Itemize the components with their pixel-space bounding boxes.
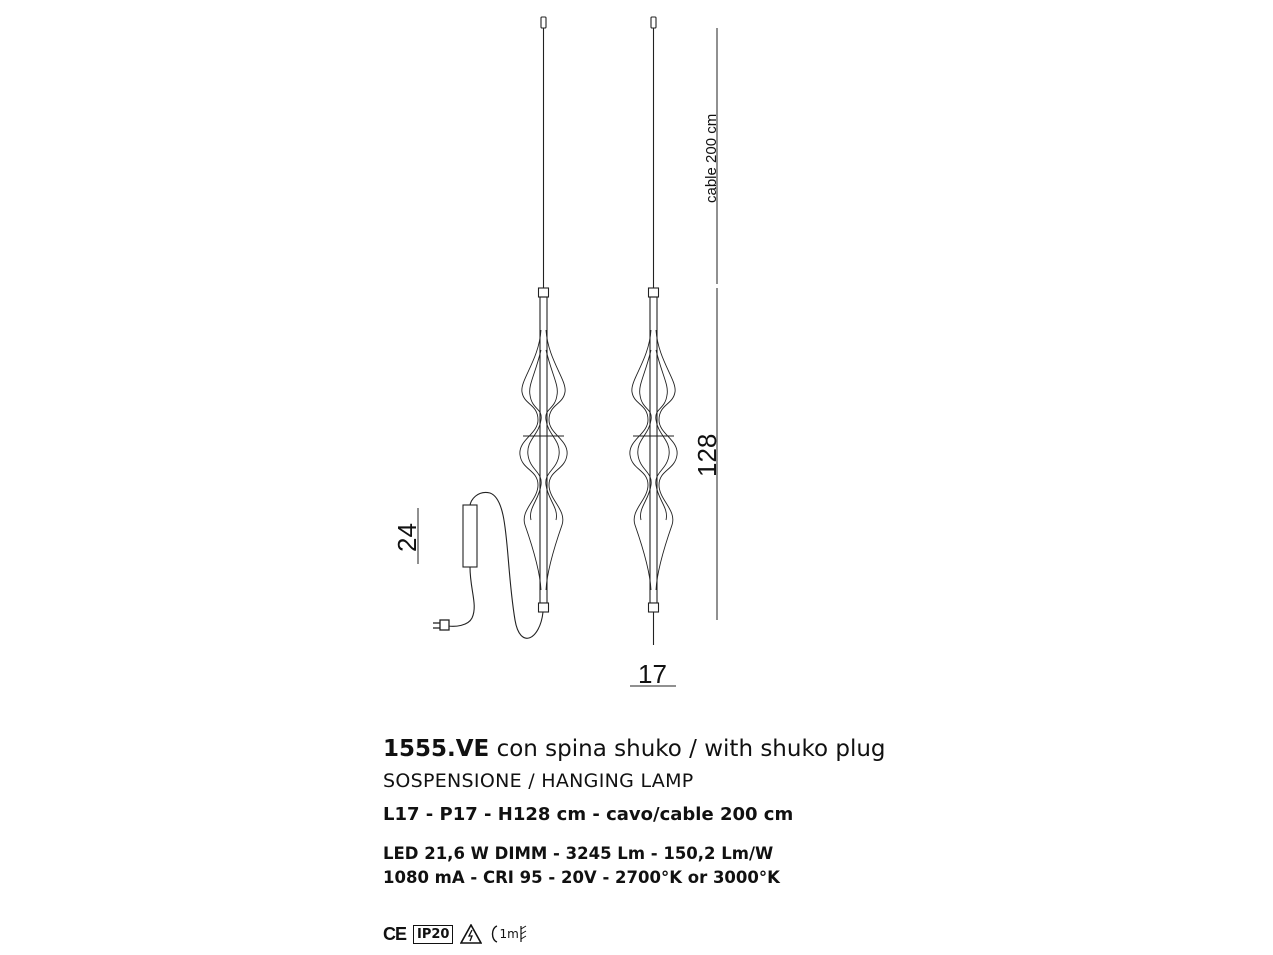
product-type: SOSPENSIONE / HANGING LAMP xyxy=(383,770,694,792)
height-label: 128 xyxy=(692,433,722,477)
top-cap xyxy=(539,288,549,297)
ip20-badge: IP20 xyxy=(413,925,453,944)
width-label: 17 xyxy=(638,659,667,689)
shuko-plug-icon xyxy=(433,620,449,630)
glass-decoration xyxy=(520,330,567,590)
power-cord xyxy=(470,492,543,638)
driver-box xyxy=(463,505,477,567)
warning-triangle-icon xyxy=(460,924,482,944)
bottom-cap xyxy=(539,603,549,612)
ce-mark: CE xyxy=(383,923,407,944)
ceiling-hook xyxy=(651,17,656,28)
lamp-front-view-right xyxy=(630,17,677,645)
top-cap xyxy=(649,288,659,297)
glass-decoration xyxy=(630,330,677,590)
product-heading xyxy=(383,732,1083,766)
bottom-cap xyxy=(649,603,659,612)
led-specs-line-2: 1080 mA - CRI 95 - 20V - 2700°K or 3000°K xyxy=(383,868,780,887)
driver-size-label: 24 xyxy=(392,523,422,552)
product-dimensions: L17 - P17 - H128 cm - cavo/cable 200 cm xyxy=(383,804,794,825)
led-tube xyxy=(540,297,547,603)
distance-label: 1m xyxy=(499,927,519,941)
product-code: 1555.VE xyxy=(383,736,490,762)
led-tube xyxy=(650,297,657,603)
ceiling-hook xyxy=(541,17,546,28)
led-specs-line-1: LED 21,6 W DIMM - 3245 Lm - 150,2 Lm/W xyxy=(383,844,774,863)
certification-icons xyxy=(383,922,527,946)
cable-length-label: cable 200 cm xyxy=(703,113,720,203)
product-specs xyxy=(383,732,1083,890)
lamp-side-view-left xyxy=(433,17,567,638)
distance-1m-icon xyxy=(489,925,526,943)
power-cord-plug-side xyxy=(448,567,474,626)
plug-note: con spina shuko / with shuko plug xyxy=(496,736,886,762)
